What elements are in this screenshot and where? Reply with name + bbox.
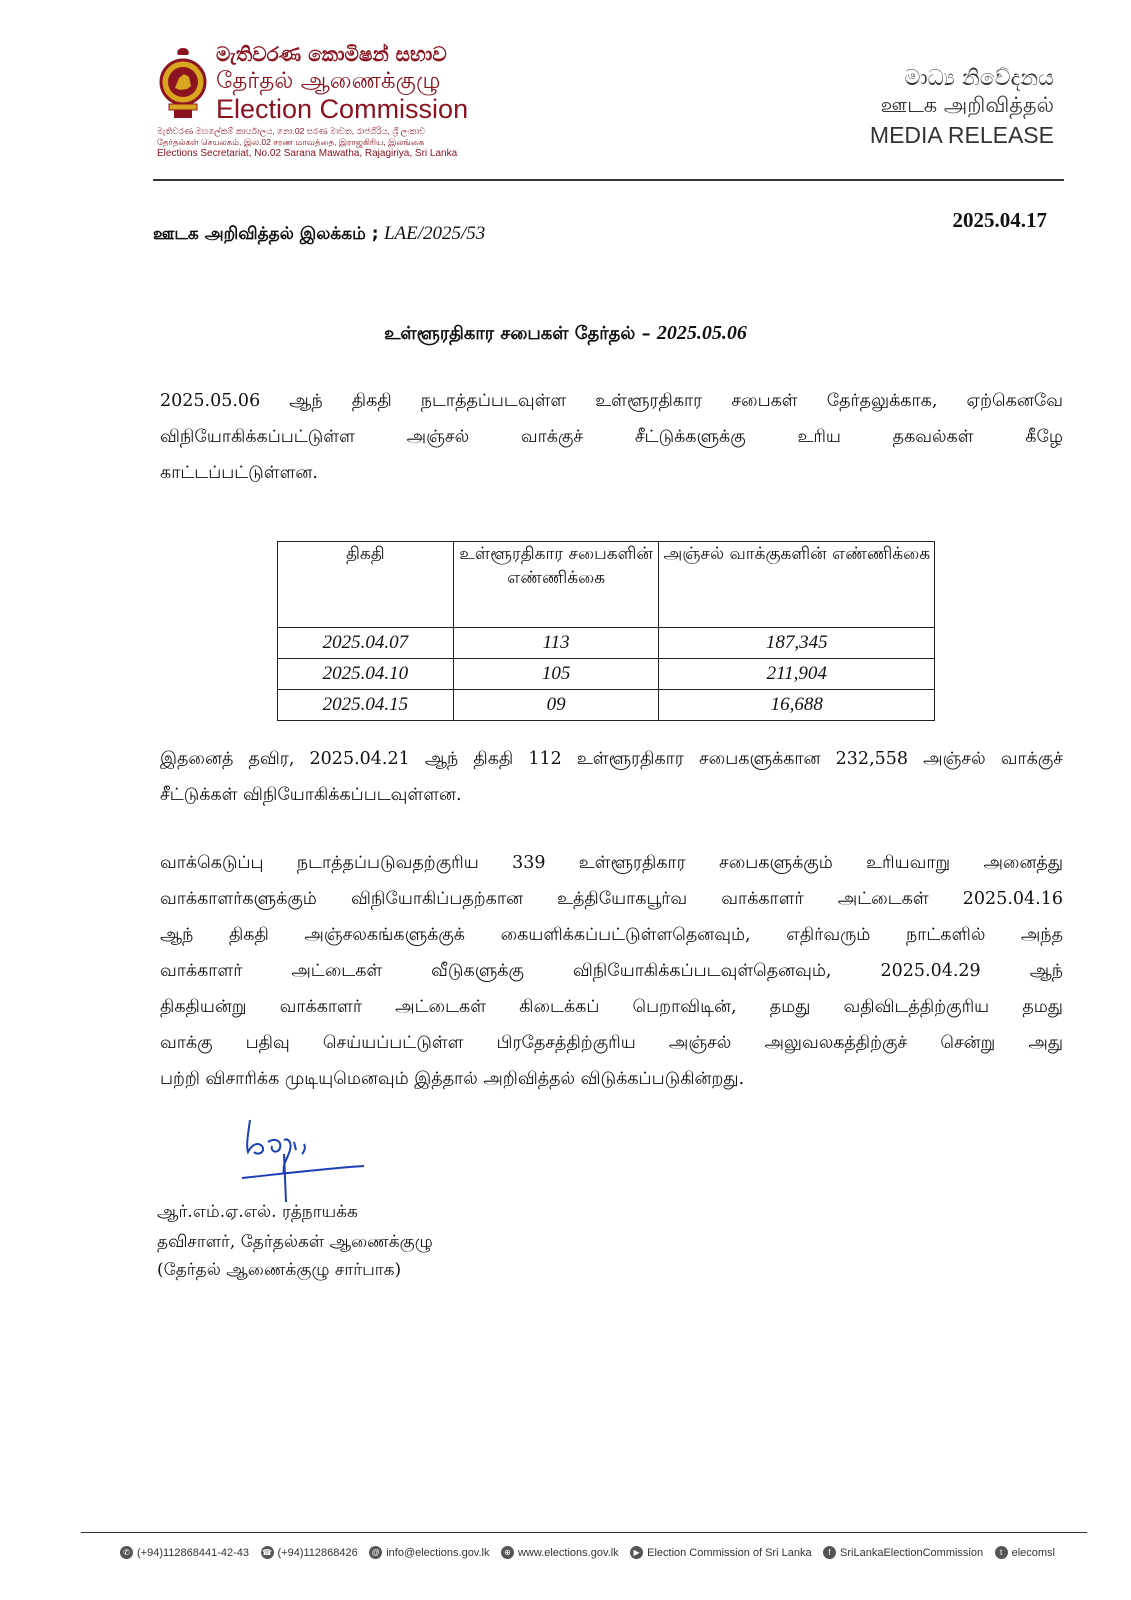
column-header-postal-votes: அஞ்சல் வாக்குகளின் எண்ணிக்கை (659, 542, 935, 628)
column-header-date: திகதி (278, 542, 454, 628)
table-cell: 2025.04.10 (278, 659, 454, 690)
address-english: Elections Secretariat, No.02 Sarana Mawatha, Rajagiriya, Sri Lanka (157, 148, 458, 159)
footer-twitter-link[interactable] (995, 1546, 1055, 1559)
footer-text: elecomsl (1011, 1546, 1055, 1559)
fax-icon: ☎ (262, 1548, 272, 1557)
paragraph-intro (160, 383, 1063, 491)
footer-text: (+94)112868426 (277, 1546, 358, 1559)
footer-text: info@elections.gov.lk (386, 1546, 490, 1559)
twitter-icon: t (995, 1546, 1008, 1559)
org-name-tamil: தேர்தல் ஆணைக்குழு (216, 68, 441, 94)
text-line: விநியோகிக்கப்பட்டுள்ள அஞ்சல் வாக்குச் சீட்டுக்களுக்கு உரிய தகவல்கள் கீழே (160, 427, 1063, 447)
text-line: பற்றி விசாரிக்க முடியுமெனவும் இத்தால் அறிவித்தல் விடுக்கப்படுகின்றது. (160, 1069, 745, 1089)
signatory-on-behalf: (தேர்தல் ஆணைக்குழு சார்பாக) (157, 1260, 402, 1280)
email-icon: @ (369, 1546, 382, 1559)
reference-number (153, 223, 485, 246)
paragraph-voter-cards (160, 845, 1063, 1097)
release-label-sinhala: මාධ්‍ය නිවේදනය (904, 66, 1054, 91)
footer-text: www.elections.gov.lk (517, 1546, 619, 1559)
table-cell: 211,904 (659, 659, 935, 690)
release-label-english: MEDIA RELEASE (869, 122, 1054, 148)
text-line: இதனைத் தவிர, 2025.04.21 ஆந் திகதி 112 உள்ளூரதிகார சபைகளுக்கான 232,558 அஞ்சல் வாக்குச் (160, 749, 1063, 769)
signatory-name: ஆர்.எம்.ஏ.எல். ரத்நாயக்க (157, 1202, 358, 1222)
footer-text: (+94)112868441-42-43 (137, 1546, 250, 1559)
footer-divider (81, 1532, 1087, 1533)
footer-email-link[interactable] (369, 1546, 489, 1559)
address-tamil: தேர்தல்கள் செயலகம், இல.02 சரண மாவத்தை, இராஜகிரிய, இலங்கை (157, 137, 425, 147)
postal-votes-table (277, 541, 935, 721)
title-date: 2025.05.06 (656, 322, 747, 344)
footer-text: SriLankaElectionCommission (840, 1546, 984, 1559)
table-row (278, 690, 935, 721)
table-cell: 113 (453, 628, 659, 659)
paragraph-additional (160, 741, 1063, 813)
table-cell: 105 (453, 659, 659, 690)
text-line: திகதியன்று வாக்காளர் அட்டைகள் கிடைக்கப் பெறாவிடின், தமது வதிவிடத்திற்குரிய தமது (160, 997, 1063, 1017)
table-cell: 2025.04.15 (278, 690, 454, 721)
text-line: ஆந் திகதி அஞ்சலகங்களுக்குக் கையளிக்கப்பட்டுள்ளதெனவும், எதிர்வரும் நாட்களில் அந்த (160, 925, 1063, 945)
footer-contact-bar (120, 1546, 1055, 1559)
text-line: காட்டப்பட்டுள்ளன. (160, 463, 318, 483)
table-cell: 09 (453, 690, 659, 721)
national-emblem-icon (158, 44, 208, 122)
table-cell: 16,688 (659, 690, 935, 721)
address-sinhala: මැතිවරණ මහලේකම් කාර්යාලය, නො.02 සරණ මාවත, රාජගිරිය, ශ්‍රී ලංකාව (157, 126, 426, 136)
text-line: வாக்காளர்களுக்கும் விநியோகிப்பதற்கான உத்தியோகபூர்வ வாக்காளர் அட்டைகள் 2025.04.16 (160, 889, 1063, 909)
org-name-english: Election Commission (216, 94, 469, 124)
footer-youtube-link[interactable] (630, 1546, 811, 1559)
signature-image (240, 1114, 380, 1204)
phone-icon: ✆ (120, 1546, 133, 1559)
youtube-icon: ▶ (630, 1546, 643, 1559)
table-row (278, 659, 935, 690)
table-cell: 2025.04.07 (278, 628, 454, 659)
facebook-icon: f (823, 1546, 836, 1559)
release-label-tamil: ஊடக அறிவித்தல் (880, 93, 1054, 117)
text-line: வாக்காளர் அட்டைகள் வீடுகளுக்கு விநியோகிக்கப்படவுள்தெனவும், 2025.04.29 ஆந் (160, 961, 1063, 981)
column-header-councils: உள்ளூரதிகார சபைகளின் எண்ணிக்கை (453, 542, 659, 628)
footer-text: Election Commission of Sri Lanka (647, 1546, 812, 1559)
org-name-sinhala: මැතිවරණ කොමිෂන් සභාව (216, 42, 447, 66)
reference-label: ஊடக அறிவித்தல் இலக்கம் ; (153, 224, 379, 244)
globe-icon: ⊕ (501, 1546, 514, 1559)
footer-phone[interactable] (120, 1546, 249, 1559)
text-line: 2025.05.06 ஆந் திகதி நடாத்தப்படவுள்ள உள்ளூரதிகார சபைகள் தேர்தலுக்காக, ஏற்கெனவே (160, 391, 1063, 411)
footer-facebook-link[interactable] (823, 1546, 983, 1559)
text-line: சீட்டுக்கள் விநியோகிக்கப்படவுள்ளன. (160, 785, 462, 805)
table-cell: 187,345 (659, 628, 935, 659)
footer-fax[interactable] (261, 1546, 358, 1559)
title-text: உள்ளூரதிகார சபைகள் தேர்தல் – (384, 323, 651, 344)
header-divider (153, 179, 1064, 181)
page-title (0, 322, 1131, 346)
signatory-designation: தவிசாளர், தேர்தல்கள் ஆணைக்குழு (157, 1232, 433, 1252)
release-date: 2025.04.17 (952, 208, 1047, 232)
table-row (278, 628, 935, 659)
table-header-row (278, 542, 935, 628)
text-line: வாக்கு பதிவு செய்யப்பட்டுள்ள பிரதேசத்திற்குரிய அஞ்சல் அலுவலகத்திற்குச் சென்று அது (160, 1033, 1063, 1053)
footer-website-link[interactable] (501, 1546, 619, 1559)
reference-code: LAE/2025/53 (383, 223, 486, 244)
text-line: வாக்கெடுப்பு நடாத்தப்படுவதற்குரிய 339 உள்ளூரதிகார சபைகளுக்கும் உரியவாறு அனைத்து (160, 853, 1063, 873)
